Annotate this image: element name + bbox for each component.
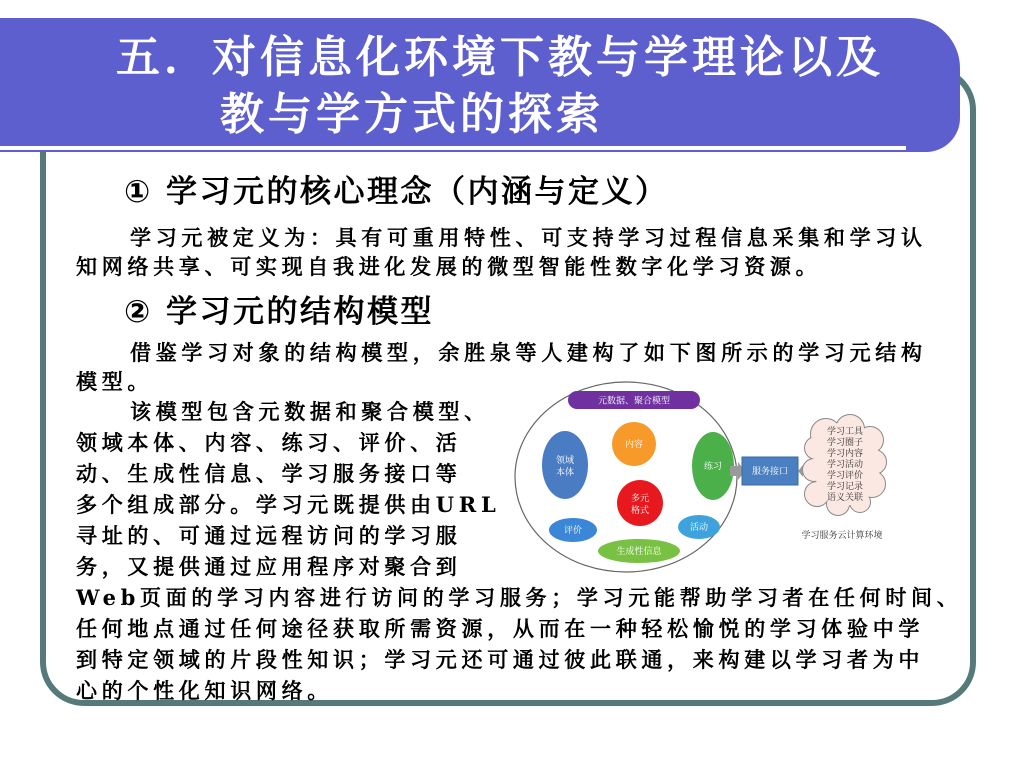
cloud-caption: 学习服务云计算环境 [801, 531, 883, 541]
slide-title-line-1: 五．对信息化环境下教与学理论以及 [116, 32, 884, 83]
evaluation-label: 评价 [563, 526, 583, 536]
cloud-item: 语义关联 [826, 493, 864, 503]
section-heading-structure-model: ② 学习元的结构模型 [124, 294, 435, 330]
slide-title-line-2: 教与学方式的探索 [220, 89, 604, 140]
multi-format-label-2: 格式 [630, 506, 650, 516]
generative-info-label: 生成性信息 [616, 547, 662, 557]
section-heading-core-concept: ① 学习元的核心理念（内涵与定义） [124, 174, 669, 210]
paragraph-line: 务，又提供通过应用程序对聚合到 [76, 554, 462, 579]
cloud-item: 学习评价 [826, 471, 864, 481]
domain-ontology-label-1: 领域 [555, 456, 575, 466]
paragraph-line: 该模型包含元数据和聚合模型、 [130, 399, 490, 424]
exercise-label: 练习 [703, 462, 723, 472]
domain-ontology-label-2: 本体 [555, 468, 575, 478]
paragraph-line: 寻址的、可通过远程访问的学习服 [76, 523, 462, 548]
content-label: 内容 [624, 440, 644, 450]
paragraph-line: 领域本体、内容、练习、评价、活 [76, 430, 462, 455]
paragraph-line: Web页面的学习内容进行访问的学习服务；学习元能帮助学习者在任何时间、 [76, 585, 963, 610]
paragraph-line: 多个组成部分。学习元既提供由URL [76, 492, 501, 517]
service-interface-label: 服务接口 [751, 467, 789, 477]
definition-paragraph [76, 223, 927, 281]
paragraph-line: 借鉴学习对象的结构模型，余胜泉等人建构了如下图所示的学习元结构 [130, 340, 927, 365]
paragraph-line: 学习元被定义为：具有可重用特性、可支持学习过程信息采集和学习认 [130, 225, 927, 250]
cloud-item: 学习记录 [826, 482, 864, 492]
paragraph-line: 模型。 [76, 369, 154, 394]
title-underline [0, 146, 906, 150]
paragraph-line: 知网络共享、可实现自我进化发展的微型智能性数字化学习资源。 [76, 254, 822, 279]
cloud-item: 学习活动 [826, 460, 864, 470]
learning-cell-structure-diagram [510, 378, 895, 578]
cloud-item: 学习内容 [826, 449, 864, 459]
activity-label: 活动 [689, 523, 709, 533]
paragraph-line: 动、生成性信息、学习服务接口等 [76, 461, 462, 486]
paragraph-line: 任何地点通过任何途径获取所需资源，从而在一种轻松愉悦的学习体验中学 [76, 616, 925, 641]
cloud-item: 学习工具 [826, 427, 864, 437]
metadata-banner-label: 元数据、聚合模型 [597, 396, 671, 407]
paragraph-line: 到特定领域的片段性知识；学习元还可通过彼此联通，来构建以学习者为中 [76, 647, 925, 672]
multi-format-label-1: 多元 [630, 494, 650, 504]
cloud-item: 学习圈子 [826, 438, 864, 448]
paragraph-line: 心的个性化知识网络。 [76, 678, 333, 703]
